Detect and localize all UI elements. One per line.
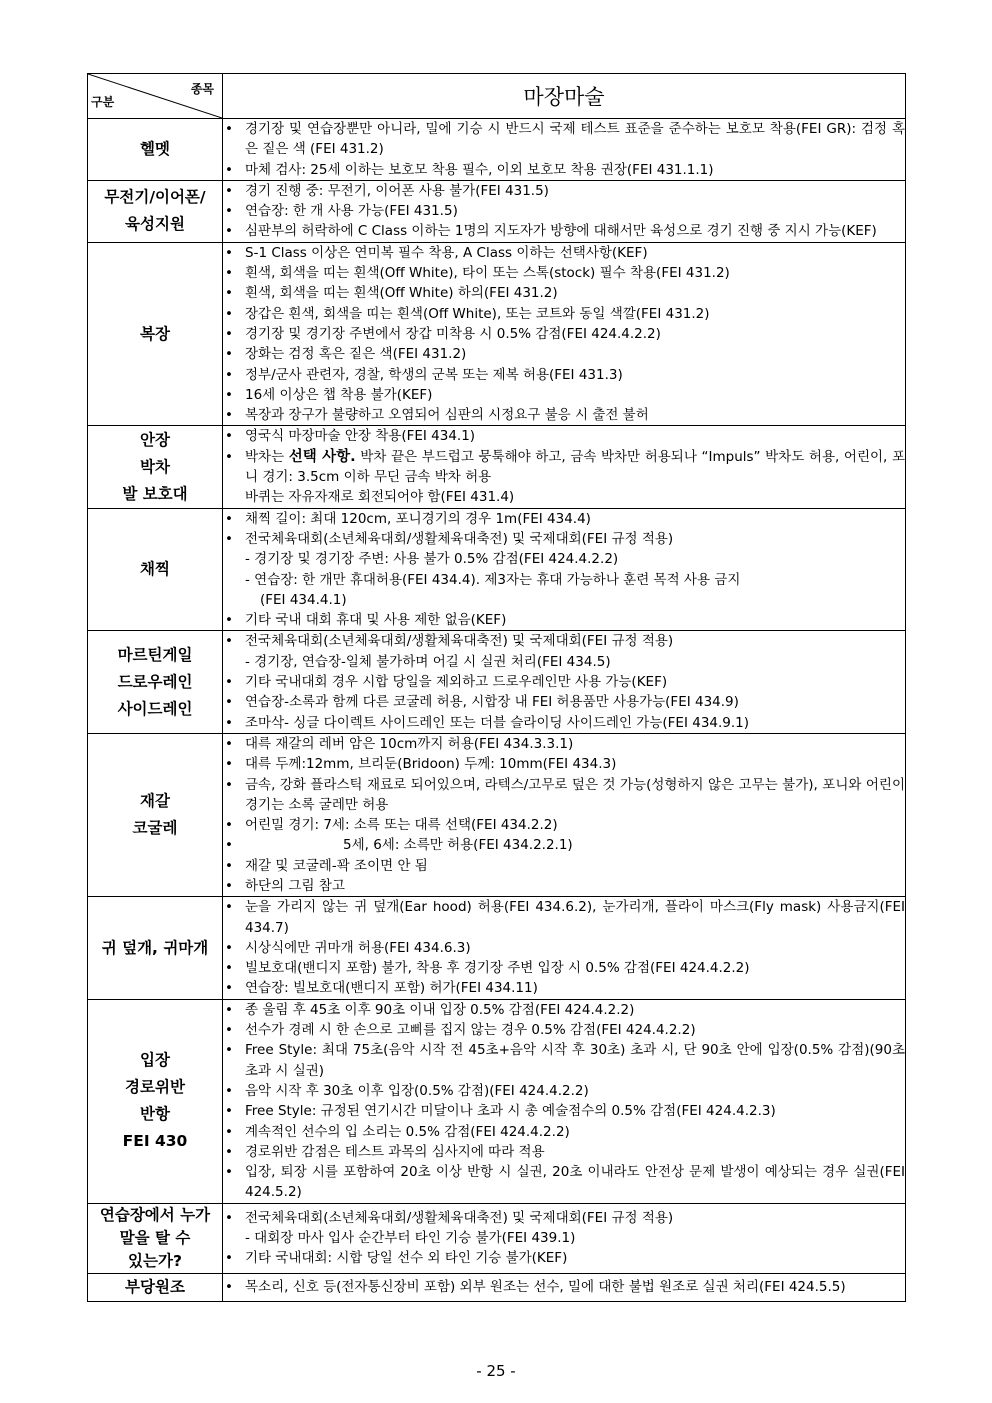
list-item [223,692,905,712]
list-item [223,181,905,201]
table-row [88,119,906,181]
category-cell [88,1203,223,1273]
list-item [223,304,905,324]
item-text: 목소리, 신호 등(전자통신장비 포함) 외부 원조는 선수, 밀에 대한 불법 원조로 실권 처리(FEI 424.5.5) [245,1279,846,1296]
item-text: - 대회장 마사 입사 순간부터 타인 기승 불가(FEI 439.1) [245,1230,576,1247]
rule-items-cell [223,508,906,631]
list-item [223,631,905,651]
page-number: - 25 - [476,1362,516,1380]
list-item [223,1122,905,1142]
item-text: - 경기장 및 경기장 주변: 사용 불가 0.5% 감점(FEI 424.4.2.2) [245,551,619,568]
category-label: 복장 [140,324,170,343]
category-label: 마르틴게일 [117,645,193,664]
item-text: - 경기장, 연습장-일체 불가하며 어길 시 실권 처리(FEI 434.5) [245,653,611,670]
category-label: 코굴레 [132,819,178,838]
list-item [223,610,905,630]
category-cell [88,426,223,508]
item-text: 시상식에만 귀마개 허용(FEI 434.6.3) [245,939,471,956]
list-item [223,1162,905,1203]
category-label: 헬멧 [140,139,170,158]
category-label: 재갈 [140,792,170,811]
item-text: 전국체육대회(소년체육대회/생활체육대축전) 및 국제대회(FEI 규정 적용) [245,633,674,650]
item-text: 종 울림 후 45초 이후 90초 이내 입장 0.5% 감점(FEI 424.4.2.2) [245,1001,635,1018]
corner-bottom-label: 구분 [91,95,115,109]
rule-items-cell [223,1273,906,1301]
item-text: 연습장-소록과 함께 다른 코굴레 허용, 시합장 내 FEI 허용품만 사용가능(FEI 434.9) [245,694,739,711]
list-item [223,1248,905,1268]
rule-items-cell [223,426,906,508]
category-label: 입장 [140,1051,170,1070]
list-item [223,754,905,774]
list-item [223,365,905,385]
table-row [88,1203,906,1273]
list-item [223,201,905,221]
list-item [223,426,905,446]
list-item [223,1142,905,1162]
list-item [223,1081,905,1101]
list-item [223,1020,905,1040]
item-text: 경기장 및 연습장뿐만 아니라, 밀에 기승 시 반드시 국제 테스트 표준을 준수하는 보호모 착용(FEI GR): 검정 혹은 짙은 색 (FEI 431.2) [245,121,905,158]
item-text: 경기장 및 경기장 주변에서 장갑 미착용 시 0.5% 감점(FEI 424.4.2.2) [245,325,661,342]
rule-items-cell [223,119,906,181]
table-row [88,631,906,733]
item-text: 정부/군사 관련자, 경찰, 학생의 군복 또는 제복 허용(FEI 431.3) [245,366,623,383]
list-item [223,263,905,283]
item-text: 대륵 재갈의 레버 암은 10cm까지 허용(FEI 434.3.3.1) [245,735,574,752]
item-text: 조마삭- 싱글 다이렉트 사이드레인 또는 더블 슬라이딩 사이드레인 가능(FEI 434.9.1) [245,714,750,731]
item-text: 기타 국내대회 경우 시합 당일을 제외하고 드로우레인만 사용 가능(KEF) [245,674,668,691]
category-label: 드로우레인 [117,672,193,691]
list-item [223,856,905,876]
category-label: 말을 탈 수 [119,1228,191,1247]
item-text: Free Style: 최대 75초(음악 시작 전 45초+음악 시작 후 30초) 초과 시, 단 90초 안에 입장(0.5% 감점)(90초 초과 시 실권) [245,1042,905,1079]
item-text: 선수가 경례 시 한 손으로 고삐를 집지 않는 경우 0.5% 감점(FEI 424.4.2.2) [245,1022,696,1039]
item-text: 채찍 길이: 최대 120cm, 포니경기의 경우 1m(FEI 434.4) [245,510,591,527]
rule-items-cell [223,1203,906,1273]
item-text: 바퀴는 자유자재로 회전되어야 함(FEI 431.4) [245,489,515,506]
list-item [223,1277,905,1297]
list-item [223,1000,905,1020]
item-text: 복장과 장구가 불량하고 오염되어 심판의 시정요구 불응 시 출전 불허 [245,407,649,424]
list-item [223,487,905,507]
rule-items-cell [223,631,906,733]
corner-top-label: 종목 [190,82,214,96]
list-item [223,243,905,263]
item-text: 연습장: 빌보호대(밴디지 포함) 허가(FEI 434.11) [245,980,538,997]
category-label: 무전기/이어폰/ [104,188,206,207]
table-row [88,242,906,426]
list-item [223,978,905,998]
table-row [88,508,906,631]
table-row [88,426,906,508]
item-text: 대륵 두께:12mm, 브리둔(Bridoon) 두께: 10mm(FEI 434.3) [245,756,617,773]
list-item [223,590,905,610]
category-label: 안장 [140,430,170,449]
list-item [223,405,905,425]
table-row [88,733,906,896]
item-text: 전국체육대회(소년체육대회/생활체육대축전) 및 국제대회(FEI 규정 적용) [245,1209,674,1226]
item-text: 어린밀 경기: 7세: 소륵 또는 대륵 선택(FEI 434.2.2) [245,817,558,834]
category-cell [88,897,223,999]
rule-items-cell [223,733,906,896]
rule-items-cell [223,180,906,242]
category-label: 있는가? [128,1251,182,1270]
list-item [223,652,905,672]
table-row [88,999,906,1203]
list-item [223,815,905,835]
rule-items-cell [223,897,906,999]
category-label: 채찍 [140,560,170,579]
category-label: 반항 [140,1105,170,1124]
page-title: 마장마술 [223,74,906,119]
item-text: 마체 검사: 25세 이하는 보호모 착용 필수, 이외 보호모 착용 권장(FEI 431.1.1) [245,161,714,178]
list-item [223,324,905,344]
list-item [223,713,905,733]
category-label: 연습장에서 누가 [99,1205,211,1224]
item-text: 입장, 퇴장 시를 포함하여 20초 이상 반항 시 실권, 20초 이내라도 안전상 문제 발생이 예상되는 경우 실권(FEI 424.5.2) [245,1164,905,1201]
item-text: 계속적인 선수의 입 소리는 0.5% 감점(FEI 424.4.2.2) [245,1123,570,1140]
list-item [223,734,905,754]
list-item [223,344,905,364]
list-item [223,549,905,569]
rule-items-cell [223,242,906,426]
item-text: 박차 끝은 부드럽고 뭉툭해야 하고, 금속 박차만 허용되나 “Impuls” 박차도 허용, 어린이, 포니 경기: 3.5cm 이하 무딘 금속 박차 허용 [245,448,905,486]
item-text: 음악 시작 후 30초 이후 입장(0.5% 감점)(FEI 424.4.2.2) [245,1082,589,1099]
list-item [223,1208,905,1228]
item-text: 흰색, 회색을 띠는 흰색(Off White) 하의(FEI 431.2) [245,285,558,302]
item-text: Free Style: 규정된 연기시간 미달이나 초과 시 총 예술점수의 0.5% 감점(FEI 424.4.2.3) [245,1103,776,1120]
list-item [223,385,905,405]
list-item [223,938,905,958]
category-label: 박차 [140,457,170,476]
item-text: 전국체육대회(소년체육대회/생활체육대축전) 및 국제대회(FEI 규정 적용) [245,530,674,547]
rules-table [87,73,906,1302]
list-item [223,835,905,855]
category-cell [88,631,223,733]
table-row [88,1273,906,1301]
item-text: 영국식 마장마술 안장 착용(FEI 434.1) [245,428,476,445]
item-text: 하단의 그림 참고 [245,877,345,894]
category-label: 육성지원 [125,215,185,234]
list-item [223,570,905,590]
item-text: 재갈 및 코굴레-꽉 조이면 안 됨 [245,857,428,874]
list-item [223,897,905,938]
item-text: 눈을 가리지 않는 귀 덮개(Ear hood) 허용(FEI 434.6.2), 눈가리개, 플라이 마스크(Fly mask) 사용금지(FEI 434.7) [245,899,905,936]
list-item [223,1228,905,1248]
category-cell [88,1273,223,1301]
list-item [223,509,905,529]
category-cell [88,508,223,631]
table-row [88,897,906,999]
item-text: 금속, 강화 플라스틱 재료로 되어있으며, 라텍스/고무로 덮은 것 가능(성형하지 않은 고무는 불가), 포니와 어린이 경기는 소록 굴레만 허용 [245,776,905,813]
item-text: S-1 Class 이상은 연미복 필수 착용, A Class 이하는 선택사항(KEF) [245,244,648,261]
list-item [223,160,905,180]
item-text: 기타 국내 대회 휴대 및 사용 제한 없음(KEF) [245,612,507,629]
item-text: 장화는 검정 혹은 짙은 색(FEI 431.2) [245,346,467,363]
item-text: 기타 국내대회: 시합 당일 선수 외 타인 기승 불가(KEF) [245,1250,568,1267]
category-label: 사이드레인 [117,699,193,718]
category-label: 발 보호대 [122,484,188,503]
item-text: 장갑은 흰색, 회색을 띠는 흰색(Off White), 또는 코트와 동일 색깔(FEI 431.2) [245,305,710,322]
item-text-prefix: 박차는 [245,448,289,465]
item-text: 심판부의 허락하에 C Class 이하는 1명의 지도자가 방향에 대해서만 육성으로 경기 진행 중 지시 가능(KEF) [245,223,877,240]
list-item [223,958,905,978]
list-item [223,876,905,896]
item-text: 연습장: 한 개 사용 가능(FEI 431.5) [245,203,458,220]
item-text-emphasis: 선택 사항. [288,448,356,465]
item-text: 빌보호대(밴디지 포함) 불가, 착용 후 경기장 주변 입장 시 0.5% 감점(FEI 424.4.2.2) [245,960,750,977]
category-label: 귀 덮개, 귀마개 [101,938,209,957]
list-item [223,221,905,241]
list-item [223,447,905,488]
list-item [223,283,905,303]
item-text: 16세 이상은 챕 착용 불가(KEF) [245,386,433,403]
list-item [223,672,905,692]
item-text: 경로위반 감점은 테스트 과목의 심사지에 따라 적용 [245,1143,545,1160]
item-text: - 연습장: 한 개만 휴대허용(FEI 434.4). 제3자는 휴대 가능하나 훈련 목적 사용 금지 [245,571,741,588]
category-label: FEI 430 [122,1132,188,1151]
item-text: (FEI 434.4.1) [260,591,347,608]
table-row [88,180,906,242]
list-item [223,119,905,160]
list-item [223,1040,905,1081]
category-cell [88,242,223,426]
header-row [88,74,906,119]
category-cell [88,180,223,242]
list-item [223,775,905,816]
category-cell [88,733,223,896]
list-item [223,1101,905,1121]
list-item [223,529,905,549]
item-text: 5세, 6세: 소륵만 허용(FEI 434.2.2.1) [343,837,573,854]
category-label: 경로위반 [125,1078,185,1097]
item-text: 흰색, 회색을 띠는 흰색(Off White), 타이 또는 스톡(stock) 필수 착용(FEI 431.2) [245,265,730,282]
category-cell [88,999,223,1203]
item-text: 경기 진행 중: 무전기, 이어폰 사용 불가(FEI 431.5) [245,182,549,199]
category-label: 부당원조 [125,1277,185,1296]
rule-items-cell [223,999,906,1203]
category-cell [88,119,223,181]
header-corner-cell [88,74,223,119]
